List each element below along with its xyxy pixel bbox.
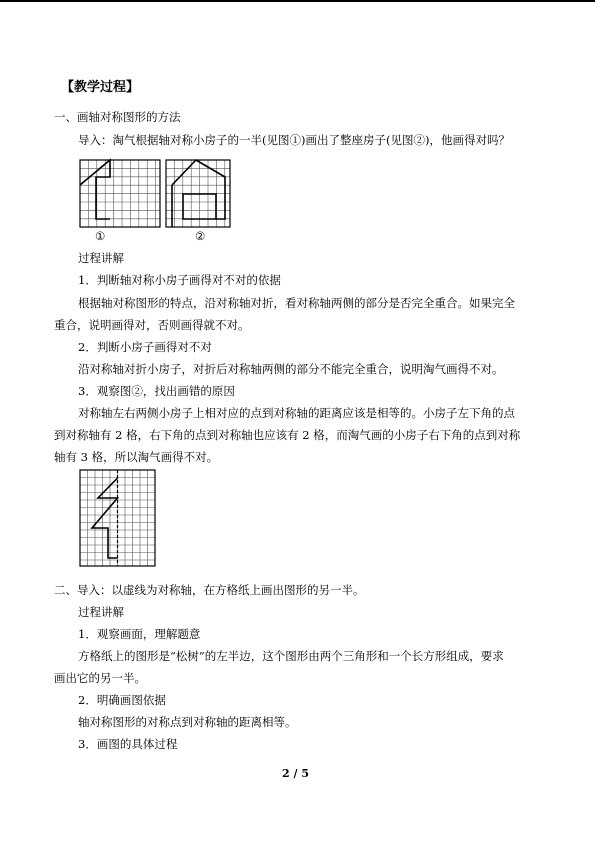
figure-half-house <box>80 160 162 228</box>
section2-process-title: 过程讲解 <box>78 605 124 619</box>
section1-process-title: 过程讲解 <box>78 251 124 265</box>
page-top-rule <box>0 0 595 2</box>
step2-title: 2．明确画图依据 <box>78 693 166 707</box>
point3-title: 3．观察图②，找出画错的原因 <box>78 384 235 398</box>
section1-intro: 导入：淘气根据轴对称小房子的一半(见图①)画出了整座房子(见图②)，他画得对吗？ <box>78 133 510 147</box>
section2-title: 二、导入：以虚线为对称轴，在方格纸上画出图形的另一半。 <box>54 583 365 597</box>
section1-title: 一、画轴对称图形的方法 <box>54 110 181 124</box>
half-pine-outline <box>92 478 118 558</box>
step2-line1: 轴对称图形的对称点到对称轴的距离相等。 <box>78 715 297 729</box>
page-number: 2 / 5 <box>282 767 309 780</box>
point1-line1: 根据轴对称图形的特点，沿对称轴对折，看对称轴两侧的部分是否完全重合。如果完全 <box>78 296 515 310</box>
section-heading: 【教学过程】 <box>61 80 140 95</box>
point1-line2: 重合，说明画得对，否则画得就不对。 <box>54 318 250 332</box>
figure-half-pine <box>80 470 156 568</box>
figure-full-house <box>166 160 232 228</box>
figure-label-1: ① <box>95 229 106 243</box>
figure-label-2: ② <box>195 229 206 243</box>
point3-line3: 轴有 3 格，所以淘气画得不对。 <box>54 450 219 464</box>
step1-title: 1．观察画面，理解题意 <box>78 627 201 641</box>
point3-line1: 对称轴左右两侧小房子上相对应的点到对称轴的距离应该是相等的。小房子左下角的点 <box>78 406 515 420</box>
grid-1 <box>80 160 160 227</box>
point3-line2: 到对称轴有 2 格，右下角的点到对称轴也应该有 2 格，而淘气画的小房子右下角的点到对称 <box>54 428 521 442</box>
point2-line1: 沿对称轴对折小房子，对折后对称轴两侧的部分不能完全重合，说明淘气画得不对。 <box>78 362 504 376</box>
step3-title: 3．画图的具体过程 <box>78 737 178 751</box>
point2-title: 2．判断小房子画得对不对 <box>78 340 212 354</box>
point1-title: 1．判断轴对称小房子画得对不对的依据 <box>78 273 281 287</box>
step1-line1: 方格纸上的图形是“松树”的左半边，这个图形由两个三角形和一个长方形组成，要求 <box>78 649 504 663</box>
step1-line2: 画出它的另一半。 <box>54 671 146 685</box>
